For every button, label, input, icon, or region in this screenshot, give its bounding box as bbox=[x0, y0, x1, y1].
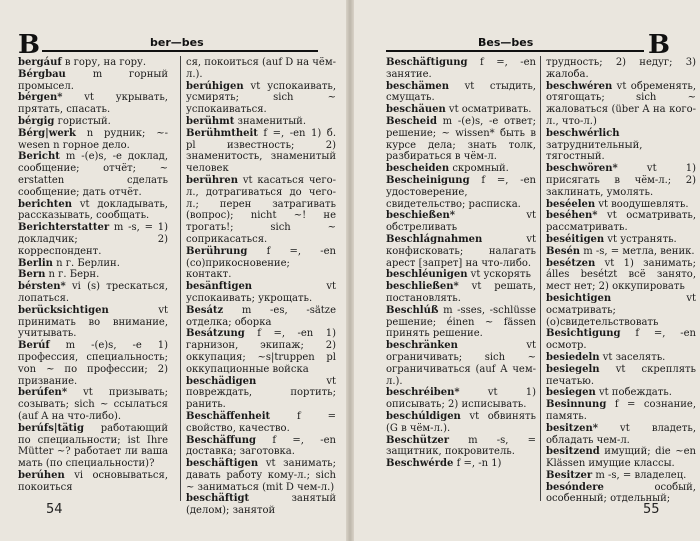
headword: bescheiden bbox=[386, 163, 450, 175]
dictionary-entry bbox=[386, 305, 536, 340]
dictionary-entry bbox=[18, 69, 168, 93]
headword: beschléunigen bbox=[386, 269, 468, 281]
definition: vt скреплять печатью. bbox=[546, 363, 696, 387]
headword: berúfen* bbox=[18, 387, 68, 399]
definition: m -s, = защитник, покровитель. bbox=[386, 434, 536, 458]
dictionary-entry bbox=[186, 128, 336, 175]
dictionary-entry bbox=[546, 470, 696, 482]
dictionary-entry bbox=[186, 411, 336, 435]
definition: f =, -en удостоверение, свидетельство; расписка. bbox=[386, 174, 536, 210]
headword: Bérgbau bbox=[18, 68, 66, 80]
definition: n г. Берн. bbox=[45, 269, 100, 281]
definition: n г. Берлин. bbox=[52, 257, 120, 269]
dictionary-entry bbox=[18, 151, 168, 198]
dictionary-entry bbox=[186, 57, 336, 81]
definition: vt обвинять (G в чём-л.). bbox=[386, 410, 536, 434]
dictionary-entry bbox=[546, 423, 696, 447]
dictionary-entry bbox=[546, 482, 696, 506]
definition: vt принимать во внимание, учитывать. bbox=[18, 304, 168, 340]
headword: bérgig bbox=[18, 115, 55, 127]
dictionary-entry bbox=[546, 163, 696, 198]
left-section-letter: B bbox=[18, 30, 40, 60]
right-page bbox=[350, 0, 700, 541]
definition: m -es, -sätze отделка; оборка bbox=[186, 304, 336, 328]
headword: Bescheid bbox=[386, 115, 437, 127]
definition: f =, -n 1) bbox=[453, 458, 502, 470]
right-column-2 bbox=[546, 57, 696, 505]
definition: vt конфисковать; налагать арест [запрет] на что-либо. bbox=[386, 233, 536, 269]
dictionary-entry bbox=[386, 269, 536, 281]
definition: f =, -en (со)прикосновение; контакт. bbox=[186, 245, 336, 281]
headword: besétzen bbox=[546, 257, 596, 269]
headword: Berúf bbox=[18, 340, 50, 352]
dictionary-entry bbox=[186, 246, 336, 281]
right-page-number: 55 bbox=[643, 502, 660, 517]
headword: Beschlúß bbox=[386, 304, 439, 316]
headword: beschwéren bbox=[546, 80, 613, 92]
definition: vt докладывать, рассказывать, сообщать. bbox=[18, 198, 168, 222]
dictionary-entry bbox=[186, 281, 336, 305]
dictionary-entry bbox=[18, 340, 168, 387]
headword: beschämen bbox=[386, 80, 450, 92]
headword: berühren bbox=[186, 174, 239, 186]
right-running-header: Bes—bes bbox=[478, 36, 534, 49]
headword: Besátz bbox=[186, 304, 224, 316]
definition: vt осматривать, рассматривать. bbox=[546, 210, 696, 234]
dictionary-entry bbox=[546, 352, 696, 364]
definition: f = сознание, память. bbox=[546, 399, 696, 422]
dictionary-entry bbox=[186, 116, 336, 128]
dictionary-entry bbox=[386, 234, 536, 269]
dictionary-entry bbox=[386, 163, 536, 175]
definition: vt воодушевлять. bbox=[595, 198, 689, 210]
headword: bergáuf bbox=[18, 57, 62, 68]
left-column-divider bbox=[180, 56, 181, 501]
headword: Bescheinigung bbox=[386, 174, 470, 186]
headword: besiedeln bbox=[546, 351, 600, 363]
headword: bérsten* bbox=[18, 281, 66, 293]
dictionary-entry bbox=[546, 328, 696, 352]
headword: beschwérlich bbox=[546, 127, 620, 139]
headword: Besátzung bbox=[186, 328, 245, 340]
headword: beschäftigen bbox=[186, 458, 259, 470]
definition: трудность; 2) недуг; 3) жалоба. bbox=[546, 57, 696, 80]
dictionary-entry bbox=[386, 116, 536, 163]
headword: Beschäffung bbox=[186, 434, 257, 446]
headword: Berühmtheit bbox=[186, 127, 258, 139]
dictionary-entry bbox=[18, 305, 168, 340]
definition: m горный промысел. bbox=[18, 68, 168, 92]
headword: berühmt bbox=[186, 115, 235, 127]
dictionary-entry bbox=[18, 281, 168, 305]
headword: berúhen bbox=[18, 469, 65, 481]
headword: Besinnung bbox=[546, 399, 607, 411]
definition: vt 1) присягать в чём-л.; 2) заклинать, умолять. bbox=[546, 163, 696, 198]
headword: beschädigen bbox=[186, 375, 257, 387]
headword: Beschützer bbox=[386, 434, 450, 446]
dictionary-entry bbox=[546, 399, 696, 423]
dictionary-entry bbox=[386, 411, 536, 435]
headword: bérgen* bbox=[18, 92, 63, 104]
dictionary-entry bbox=[186, 493, 336, 517]
headword: berücksichtigen bbox=[18, 304, 109, 316]
definition: ся, покоиться (auf D на чём-л.). bbox=[186, 57, 336, 80]
headword: beséelen bbox=[546, 198, 596, 210]
dictionary-entry bbox=[18, 269, 168, 281]
definition: vt обстреливать bbox=[386, 210, 536, 234]
dictionary-entry bbox=[186, 305, 336, 329]
dictionary-entry bbox=[386, 57, 536, 81]
headword: Besichtigung bbox=[546, 328, 621, 340]
headword: beséitigen bbox=[546, 233, 605, 245]
dictionary-entry bbox=[546, 234, 696, 246]
headword: Beschäftigung bbox=[386, 57, 468, 68]
dictionary-entry bbox=[18, 128, 168, 152]
dictionary-entry bbox=[386, 387, 536, 411]
definition: vt устранять. bbox=[604, 233, 677, 245]
right-section-letter: B bbox=[648, 30, 670, 60]
definition: vt повреждать, портить; ранить. bbox=[186, 375, 336, 411]
dictionary-entry bbox=[546, 199, 696, 211]
headword: beschäuen bbox=[386, 104, 446, 116]
definition: скромный. bbox=[449, 163, 509, 175]
definition: работающий по специальности; ist Ihre Mütter ~? работает ли ваша мать (по специальности)? bbox=[18, 422, 168, 470]
definition: vi (s) трескаться, лопаться. bbox=[18, 281, 168, 304]
headword: Besitzer bbox=[546, 469, 593, 481]
dictionary-entry bbox=[546, 57, 696, 81]
right-column-divider bbox=[540, 56, 541, 501]
dictionary-entry bbox=[546, 258, 696, 293]
definition: vt заселять. bbox=[599, 351, 666, 363]
dictionary-entry bbox=[546, 128, 696, 163]
dictionary-entry bbox=[546, 293, 696, 328]
definition: n рудник; ~-wesen n горное дело. bbox=[18, 127, 168, 151]
definition: в гору, на гору. bbox=[61, 57, 147, 68]
headword: Beschwérde bbox=[386, 458, 454, 470]
definition: vi основываться, покоиться bbox=[18, 469, 168, 493]
dictionary-entry bbox=[18, 222, 168, 257]
dictionary-entry bbox=[18, 199, 168, 223]
dictionary-entry bbox=[546, 81, 696, 128]
definition: vt ограничивать; sich ~ ограничиваться (auf A чем-л.). bbox=[386, 340, 536, 387]
headword: Beschlágnahmen bbox=[386, 233, 483, 245]
definition: m -(e)s, -e ответ; решение; ~ wissen* быть в курсе дела; знать толк, разбираться в чём-л. bbox=[386, 115, 536, 163]
headword: Besén bbox=[546, 245, 581, 257]
definition: гористый. bbox=[54, 115, 111, 127]
definition: vt обременять, отягощать; sich ~ жаловаться (über A на кого-л., что-л.) bbox=[546, 80, 696, 127]
definition: m -s, = метла, веник. bbox=[580, 245, 695, 257]
definition: vt ускорять bbox=[467, 269, 531, 281]
definition: vt занимать; давать работу кому-л.; sich ~ заниматься (mit D чем-л.) bbox=[186, 458, 336, 493]
dictionary-entry bbox=[18, 387, 168, 422]
dictionary-entry bbox=[186, 376, 336, 411]
definition: знаменитый. bbox=[234, 115, 306, 127]
dictionary-entry bbox=[18, 470, 168, 494]
headword: besóndere bbox=[546, 481, 604, 493]
definition: vt призывать; созывать; sich ~ ссылаться (auf A на что-либо). bbox=[18, 387, 168, 422]
headword: berúhigen bbox=[186, 80, 244, 92]
definition: vt 1) описывать; 2) исписывать. bbox=[386, 387, 536, 411]
left-column-2 bbox=[186, 57, 336, 517]
headword: beschießen* bbox=[386, 210, 455, 222]
headword: besitzend bbox=[546, 446, 600, 458]
definition: занятый (делом); занятой bbox=[186, 493, 336, 517]
headword: Bericht bbox=[18, 151, 60, 163]
definition: m -sses, -schlüsse решение; éinen ~ fässen принять решение. bbox=[386, 304, 536, 340]
headword: besitzen* bbox=[546, 422, 598, 434]
headword: beschwören* bbox=[546, 163, 618, 175]
headword: Berührung bbox=[186, 245, 248, 257]
left-header-rule bbox=[42, 50, 318, 52]
headword: besichtigen bbox=[546, 292, 612, 304]
dictionary-entry bbox=[18, 57, 168, 69]
dictionary-entry bbox=[18, 423, 168, 470]
headword: berichten bbox=[18, 198, 73, 210]
dictionary-entry bbox=[18, 92, 168, 116]
left-running-header: ber—bes bbox=[150, 36, 204, 49]
definition: m -s, = 1) докладчик; 2) корреспондент. bbox=[18, 222, 168, 257]
right-header-rule bbox=[386, 50, 644, 52]
definition: затруднительный, тягостный. bbox=[546, 139, 643, 163]
dictionary-entry bbox=[186, 435, 336, 459]
definition: особый, особенный; отдельный; bbox=[546, 481, 696, 505]
headword: besiegen bbox=[546, 387, 596, 399]
headword: beschränken bbox=[386, 340, 458, 352]
dictionary-entry bbox=[186, 175, 336, 246]
headword: beséhen* bbox=[546, 210, 598, 222]
definition: vt успокаивать; укрощать. bbox=[186, 281, 336, 304]
headword: beschúldigen bbox=[386, 410, 461, 422]
headword: Berichterstatter bbox=[18, 222, 110, 234]
dictionary-entry bbox=[186, 81, 336, 116]
dictionary-entry bbox=[18, 258, 168, 270]
definition: m -s, = владелец. bbox=[592, 469, 687, 481]
headword: Bérg|werk bbox=[18, 127, 76, 139]
definition: m -(e)s, -e доклад, сообщение; отчёт; ~ erstatten сделать сообщение; дать отчёт. bbox=[18, 151, 168, 198]
dictionary-entry bbox=[186, 458, 336, 493]
definition: vt осматривать. bbox=[445, 104, 532, 116]
dictionary-entry bbox=[386, 210, 536, 234]
dictionary-entry bbox=[546, 246, 696, 258]
headword: Berlin bbox=[18, 257, 53, 269]
definition: vt касаться чего-л., дотрагиваться до чего-л.; перен затрагивать (вопрос); nicht ~! не трогать!; sich ~ соприкасаться. bbox=[186, 174, 336, 245]
dictionary-entry bbox=[546, 210, 696, 234]
definition: vt владеть, обладать чем-л. bbox=[546, 422, 696, 446]
definition: vt 1) занимать; álles besétzt всё занято, мест нет; 2) оккупировать bbox=[546, 257, 696, 293]
definition: m -(e)s, -e 1) профессия, специальность; von ~ по профессии; 2) призвание. bbox=[18, 340, 168, 387]
dictionary-entry bbox=[18, 116, 168, 128]
definition: vt побеждать. bbox=[595, 387, 672, 399]
definition: vt успокаивать, усмирять; sich ~ успокаиваться. bbox=[186, 80, 336, 116]
definition: vt стыдить, смущать. bbox=[386, 80, 536, 104]
definition: vt осматривать; (о)свидетельствовать bbox=[546, 292, 696, 328]
dictionary-entry bbox=[386, 81, 536, 105]
definition: f = свойство, качество. bbox=[186, 410, 336, 434]
headword: berúfs|tätig bbox=[18, 422, 84, 434]
definition: f =, -en 1) гарнизон, экипаж; 2) оккупация; ~s|truppen pl оккупационные войска bbox=[186, 328, 336, 375]
dictionary-entry bbox=[546, 387, 696, 399]
headword: Bern bbox=[18, 269, 46, 281]
headword: beschréiben* bbox=[386, 387, 460, 399]
dictionary-entry bbox=[186, 328, 336, 375]
headword: besiegeln bbox=[546, 363, 600, 375]
dictionary-entry bbox=[546, 364, 696, 388]
dictionary-entry bbox=[386, 458, 536, 470]
dictionary-entry bbox=[386, 175, 536, 210]
right-column-1 bbox=[386, 57, 536, 497]
definition: имущий; die ~en Klässen имущие классы. bbox=[546, 446, 696, 470]
definition: f =, -en доставка; заготовка. bbox=[186, 434, 336, 458]
dictionary-entry bbox=[386, 435, 536, 459]
left-page-number: 54 bbox=[46, 502, 63, 517]
headword: beschäftigt bbox=[186, 493, 250, 505]
definition: f =, -en осмотр. bbox=[546, 328, 696, 352]
dictionary-entry bbox=[386, 281, 536, 305]
headword: Beschäffenheit bbox=[186, 410, 271, 422]
definition: vt решать, постановлять. bbox=[386, 281, 536, 304]
dictionary-entry bbox=[386, 104, 536, 116]
left-column-1 bbox=[18, 57, 168, 497]
dictionary-entry bbox=[546, 446, 696, 470]
definition: f =, -en занятие. bbox=[386, 57, 536, 80]
headword: besänftigen bbox=[186, 281, 253, 293]
headword: beschließen* bbox=[386, 281, 459, 293]
dictionary-entry bbox=[386, 340, 536, 387]
definition: f =, -en 1) б. pl известность; 2) знаменитость, знаменитый человек bbox=[186, 127, 336, 175]
definition: vt укрывать, прятать, спасать. bbox=[18, 92, 168, 116]
